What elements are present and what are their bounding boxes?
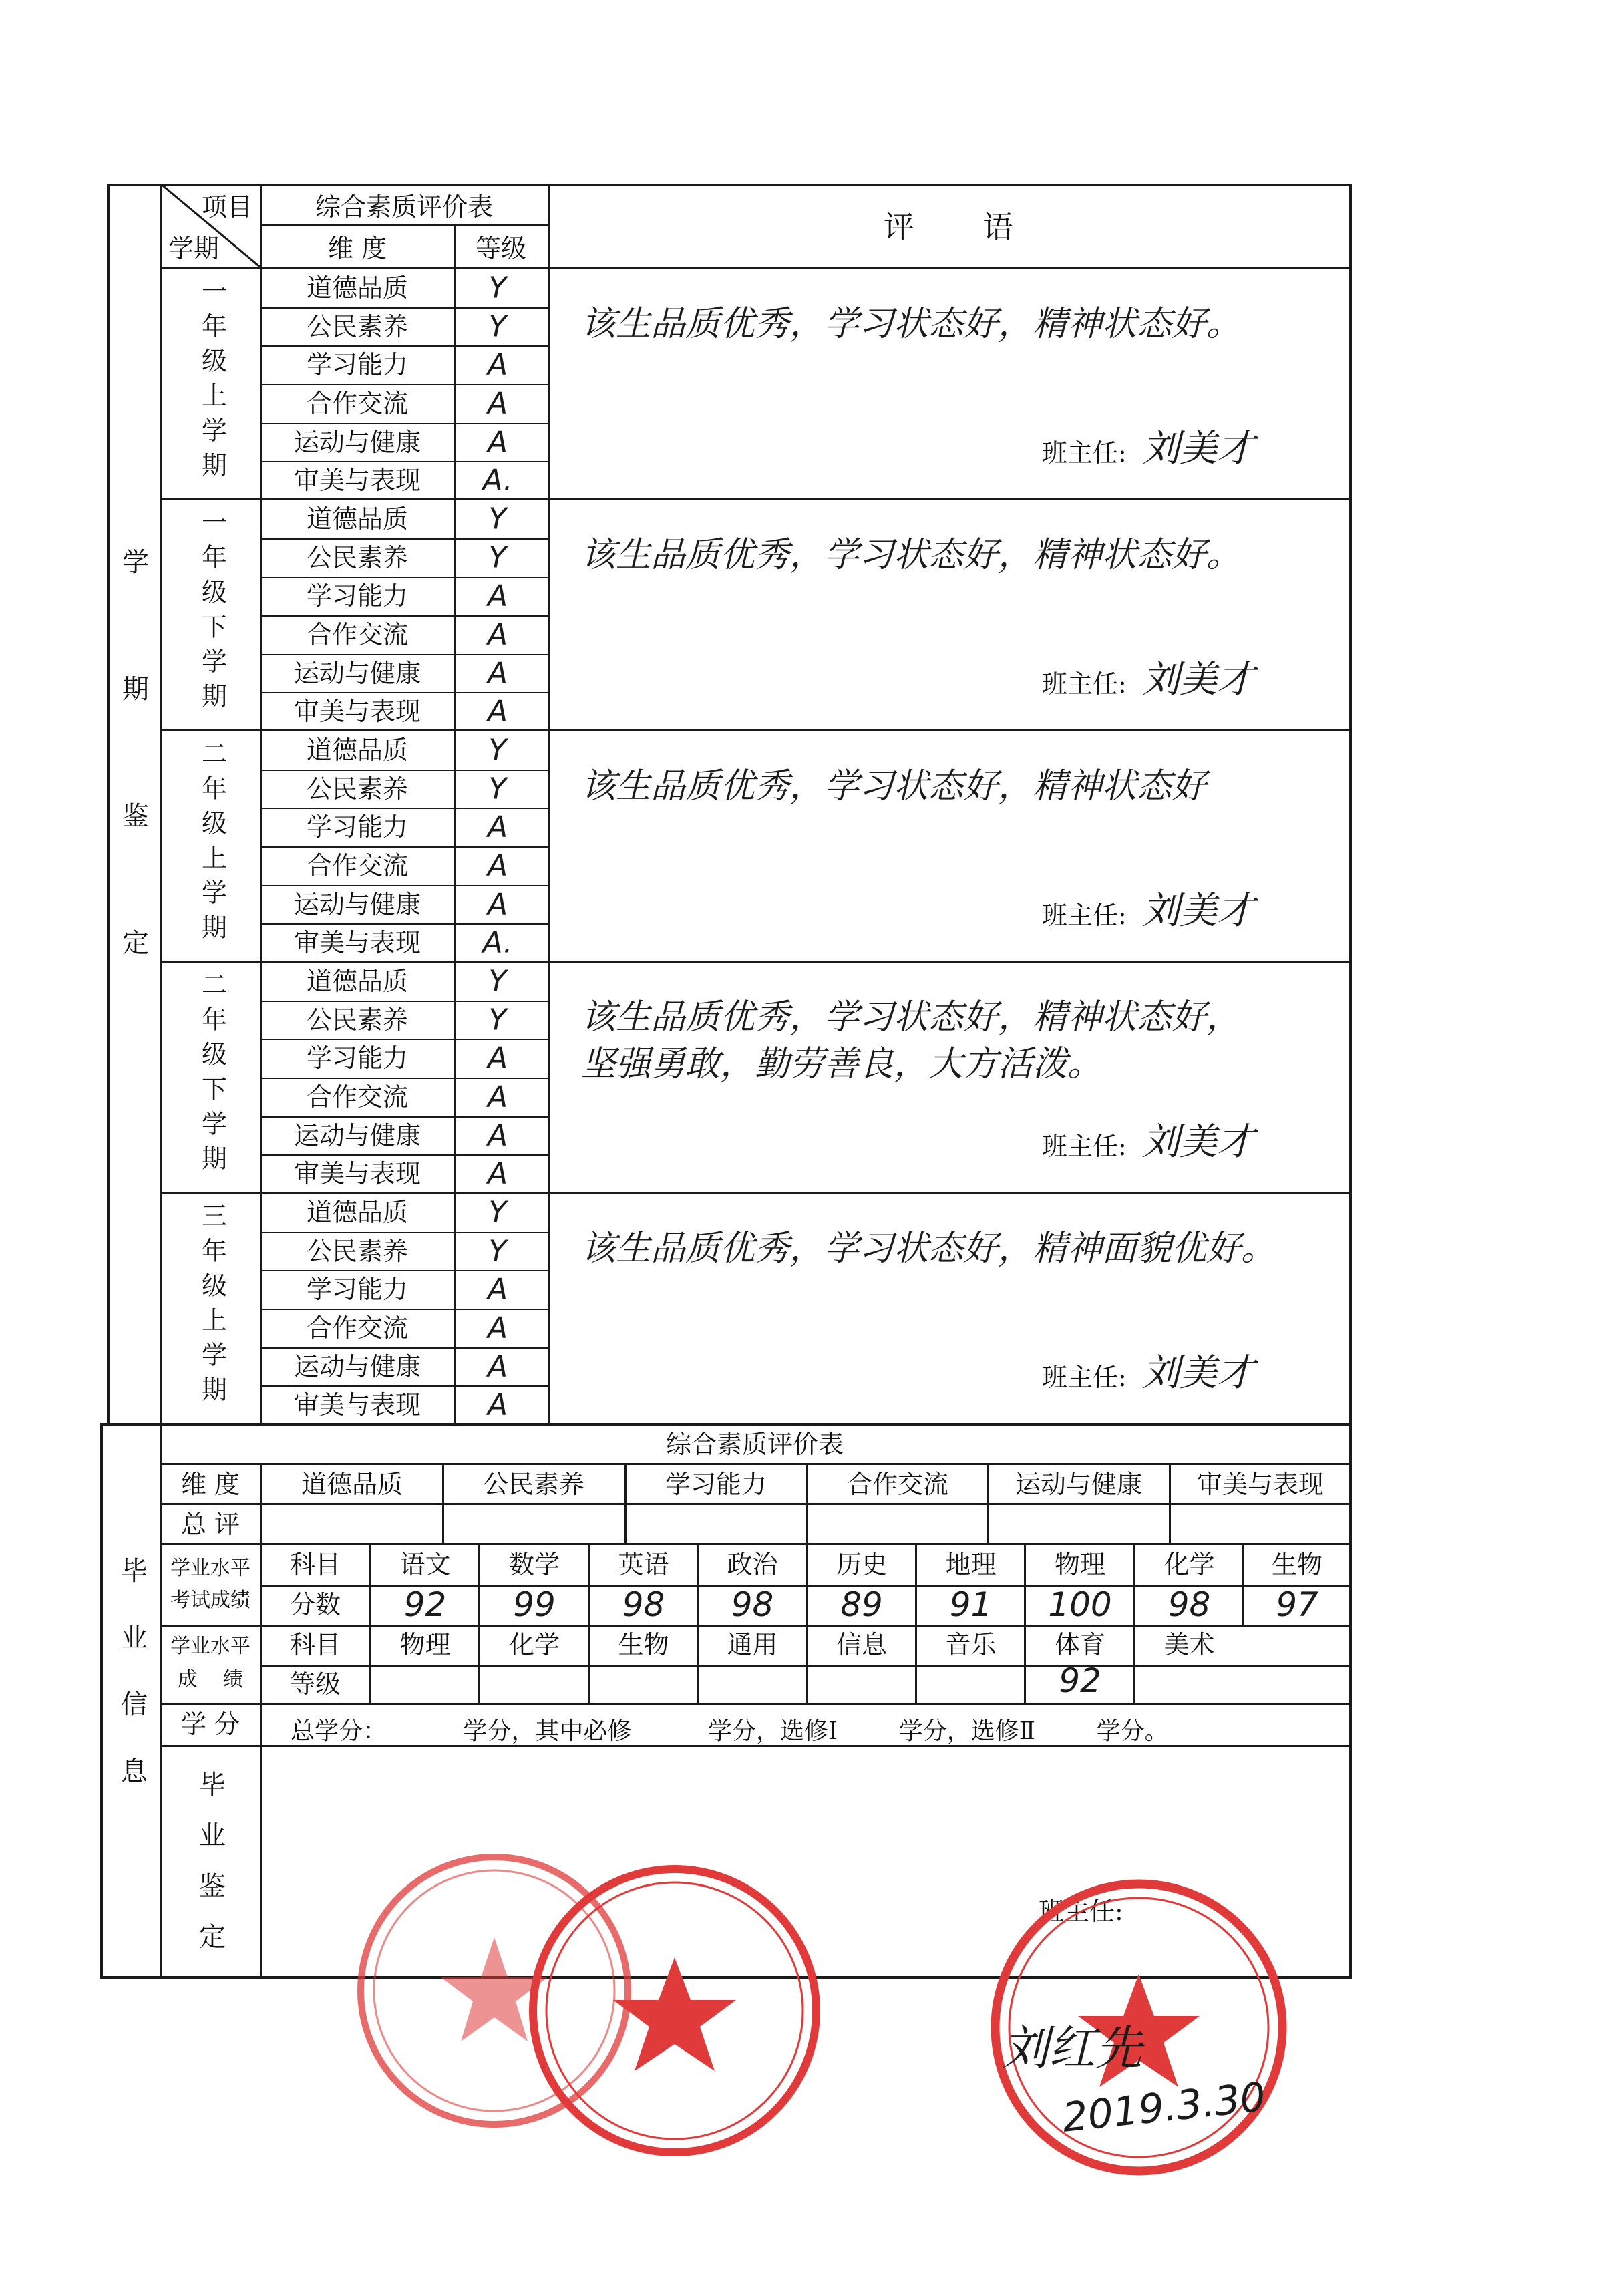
grade-value: Y [488,1003,507,1037]
grade-value: Y [488,1195,507,1230]
graduation-section-title: 毕业信息 [116,1556,148,1824]
grade-value: Y [488,540,507,575]
level-subject: 生物 [618,1630,669,1659]
dimension-label: 审美与表现 [293,697,421,726]
stamp-center [521,1857,828,2164]
dimension-label: 合作交流 [306,851,409,880]
dimension-label: 运动与健康 [293,428,421,457]
dimension-label: 道德品质 [306,273,409,303]
exam-score: 89 [840,1585,883,1624]
grade-value: A [487,425,508,460]
grade-value: A [487,347,508,382]
exam-score: 100 [1048,1585,1112,1624]
dimension-label: 审美与表现 [293,466,421,495]
exam-subject: 数学 [508,1550,560,1579]
grade-value: Y [488,502,507,536]
grade-value: Y [488,1234,507,1269]
grade-value: A [487,1272,508,1307]
dimension-label: 道德品质 [306,504,409,534]
level-grade: 92 [1059,1661,1101,1700]
grad-table-title: 综合素质评价表 [665,1430,844,1459]
grade-value: A [487,810,508,844]
dimension-label: 审美与表现 [293,1390,421,1420]
comment-text: 该生品质优秀，学习状态好，精神面貌优好。 [581,1228,1276,1269]
grad-dim: 审美与表现 [1196,1470,1324,1499]
grad-dim: 合作交流 [846,1470,949,1499]
item-label: 项目 [201,192,253,222]
exam-subject: 地理 [945,1550,997,1579]
grade-value: Y [488,271,507,305]
exam-subject: 英语 [618,1550,669,1579]
exam-label-2: 考试成绩 [170,1589,250,1612]
teacher-signature: 刘美才 [1142,1120,1254,1164]
grade-value: A [487,1041,508,1076]
dimension-header: 维 度 [327,234,387,263]
grad-dim-label: 维 度 [180,1470,240,1499]
grad-dim: 道德品质 [301,1470,403,1499]
teacher-label: 班主任: [1042,438,1127,468]
dimension-label: 公民素养 [306,1237,409,1266]
dimension-label: 运动与健康 [293,1352,421,1381]
teacher-signature: 刘美才 [1142,1351,1254,1395]
comment-text: 该生品质优秀，学习状态好，精神状态好， [581,997,1242,1037]
level-label-2: 成 绩 [177,1668,244,1691]
dimension-label: 道德品质 [306,967,409,996]
exam-subject: 化学 [1164,1550,1215,1579]
grade-header: 等级 [475,234,527,263]
credit-label: 学 分 [180,1709,240,1739]
exam-subject: 物理 [1054,1550,1106,1579]
dimension-label: 公民素养 [306,312,409,341]
grade-value: A [487,386,508,421]
table-title: 综合素质评价表 [315,192,494,222]
semester-name: 二年级上学期 [197,740,227,949]
dimension-label: 合作交流 [306,1082,409,1112]
dimension-label: 学习能力 [306,1043,409,1073]
grade-value: A [487,1156,508,1191]
level-subject: 美术 [1164,1630,1215,1659]
grade-value: Y [488,964,507,999]
appraisal-teacher-label: 班主任: [1039,1897,1123,1926]
level-subject: 物理 [399,1630,451,1659]
grade-value: A [487,1349,508,1384]
exam-score: 98 [622,1585,665,1624]
dimension-label: 学习能力 [306,1275,409,1304]
semester-label: 学期 [168,234,220,263]
teacher-label: 班主任: [1042,1363,1127,1392]
comment-text: 该生品质优秀，学习状态好，精神状态好 [581,766,1207,806]
dimension-label: 公民素养 [306,543,409,572]
grade-value: A [487,1387,508,1422]
comment-text: 坚强勇敢，勤劳善良，大方活泼。 [581,1044,1103,1084]
semester-name: 一年级下学期 [197,509,227,717]
exam-score: 98 [1168,1585,1211,1624]
dimension-label: 合作交流 [306,1313,409,1343]
grade-value: Y [488,733,507,768]
grade-value: A [487,579,508,613]
teacher-label: 班主任: [1042,669,1127,699]
grade-value: A [487,848,508,883]
grade-value: A [487,1311,508,1345]
exam-score: 97 [1276,1585,1318,1624]
grade-value: A. [482,925,513,960]
grade-value: A [487,1118,508,1153]
exam-subject: 语文 [399,1550,451,1579]
level-subject: 音乐 [945,1630,997,1659]
grade-value: Y [488,309,507,344]
credit-text: 总学分： 学分，其中必修 学分，选修Ⅰ 学分，选修Ⅱ 学分。 [291,1717,1169,1745]
semester-name: 二年级下学期 [197,971,227,1180]
level-label-1: 学业水平 [170,1635,250,1658]
dimension-label: 公民素养 [306,774,409,804]
dimension-label: 道德品质 [306,1198,409,1227]
grade-value: A [487,617,508,652]
grad-total-label: 总 评 [180,1510,240,1539]
exam-subject: 生物 [1271,1550,1323,1579]
exam-score-label: 分数 [289,1590,341,1619]
grade-value: A. [482,463,513,498]
grade-value: A [487,656,508,691]
level-subject-label: 科目 [289,1630,341,1659]
semester-section-title: 学期鉴定 [118,548,149,1055]
teacher-label: 班主任: [1042,900,1127,930]
level-subject: 体育 [1054,1630,1106,1659]
dimension-label: 公民素养 [306,1005,409,1035]
grade-value: A [487,887,508,922]
exam-score: 98 [731,1585,774,1624]
comment-header: 评 语 [883,209,1014,245]
teacher-signature: 刘美才 [1142,889,1254,933]
dimension-label: 运动与健康 [293,659,421,688]
teacher-signature: 刘美才 [1142,658,1254,701]
teacher-label: 班主任: [1042,1132,1127,1161]
dimension-label: 审美与表现 [293,1159,421,1188]
exam-subject: 政治 [727,1550,778,1579]
dimension-label: 学习能力 [306,581,409,611]
exam-label-1: 学业水平 [170,1556,250,1580]
level-subject: 信息 [836,1630,888,1659]
exam-subject: 历史 [836,1550,888,1579]
exam-score: 99 [513,1585,556,1624]
dimension-label: 运动与健康 [293,890,421,919]
dimension-label: 审美与表现 [293,928,421,957]
dimension-label: 学习能力 [306,812,409,842]
level-subject: 通用 [727,1630,778,1659]
grade-value: A [487,1080,508,1114]
level-grade-label: 等级 [289,1669,341,1699]
comment-text: 该生品质优秀，学习状态好，精神状态好。 [581,535,1242,575]
grade-value: Y [488,772,507,806]
grad-dim: 学习能力 [665,1470,767,1499]
dimension-label: 学习能力 [306,350,409,379]
grade-value: A [487,694,508,729]
exam-score: 91 [949,1585,993,1624]
grad-dim: 运动与健康 [1015,1470,1143,1499]
dimension-label: 运动与健康 [293,1121,421,1150]
dimension-label: 合作交流 [306,389,409,418]
principal-signature: 刘红先 [1002,2021,1142,2076]
dimension-label: 道德品质 [306,735,409,765]
teacher-signature: 刘美才 [1142,427,1254,470]
exam-subject-label: 科目 [289,1550,341,1579]
grad-dim: 公民素养 [482,1470,585,1499]
exam-score: 92 [403,1585,447,1624]
dimension-label: 合作交流 [306,620,409,649]
semester-name: 三年级上学期 [197,1202,227,1411]
signature-date: 2019.3.30 [1060,2074,1268,2142]
semester-name: 一年级上学期 [197,278,227,486]
level-subject: 化学 [508,1630,560,1659]
appraisal-label: 毕业鉴定 [194,1770,226,1973]
comment-text: 该生品质优秀，学习状态好，精神状态好。 [581,304,1242,344]
